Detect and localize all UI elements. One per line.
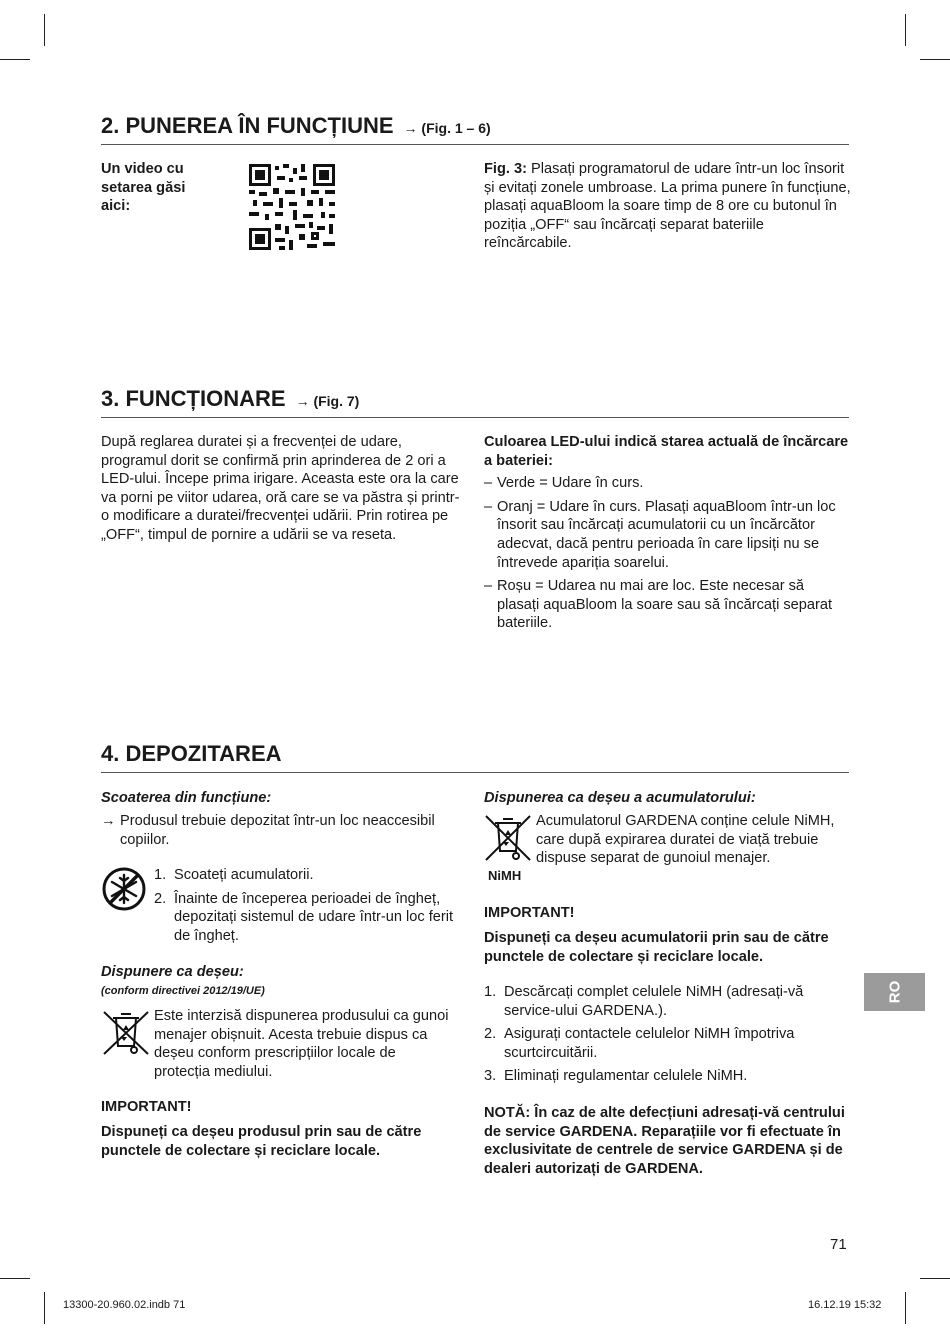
section-rule — [101, 144, 849, 145]
figure-reference: → (Fig. 7) — [295, 393, 360, 409]
crossed-bin-icon — [101, 1008, 151, 1058]
list-item: – Verde = Udare în curs. — [484, 474, 850, 493]
decommission-text: Produsul trebuie depozitat într-un loc neaccesibil copiilor. — [120, 813, 435, 848]
section-title: 2. PUNEREA ÎN FUNCȚIUNE — [101, 113, 394, 138]
fig-text: Plasați programatorul de udare într-un loc însorit și evitați zonele umbroase. La prima punere în funcțiune, plasați aquaBloom la soare timp de 8 ore cu butonul în poziția „OFF“ sau încărcați separat bateriile reîncărcabile. — [484, 161, 851, 252]
important-label: IMPORTANT! — [101, 1099, 192, 1115]
section-3-heading — [101, 386, 359, 412]
fig-label: Fig. 3: — [484, 161, 527, 177]
list-item: – Roșu = Udarea nu mai are loc. Este necesar să plasați aquaBloom la soare sau să încărcați separat bateriile. — [484, 577, 850, 633]
list-item — [484, 983, 834, 1020]
crop-mark — [905, 14, 906, 46]
step-number: 1. — [484, 984, 497, 1000]
qr-code[interactable] — [249, 164, 335, 250]
crop-mark — [44, 14, 45, 46]
page-number: 71 — [830, 1236, 847, 1253]
frost-warning-icon — [101, 866, 147, 912]
directive-reference: (conform directivei 2012/19/UE) — [101, 985, 265, 997]
important-text: Dispuneți ca deșeu acumulatorii prin sau de către punctele de colectare și reciclare locale. — [484, 930, 829, 965]
battery-text: Acumulatorul GARDENA conține celule NiMH, care după expirarea duratei de viață trebuie dispuse separat de gunoiul menajer. — [536, 813, 835, 867]
step-text: Scoateți acumulatorii. — [174, 867, 314, 883]
list-item — [484, 1025, 834, 1062]
crop-mark — [44, 1292, 45, 1324]
operation-text: După reglarea duratei și a frecvenței de udare, programul dorit se confirmă prin aprinderea de 2 ori a LED-ului. Începe prima irigare. Aceasta este ora la care va porni pe viitor udarea, oră care se va păstra și printr-o modificare a duratei/frecvenței udării. Prin rotirea pe „OFF“, timpul de pornire a udării se va reseta. — [101, 434, 460, 543]
led-heading: Culoarea LED-ului indică starea actuală de încărcare a bateriei: — [484, 434, 849, 469]
step-number: 3. — [484, 1068, 497, 1085]
decommission-heading: Scoaterea din funcțiune: — [101, 790, 272, 806]
section-4-heading: 4. DEPOZITAREA — [101, 741, 282, 766]
led-status-block — [484, 433, 850, 638]
disposal-text: Este interzisă dispunerea produsului ca gunoi menajer obișnuit. Acesta trebuie dispus ca deșeu conform prescripțiilor locale de protecția mediului. — [154, 1008, 449, 1080]
crop-mark — [905, 1292, 906, 1324]
section-2-heading — [101, 113, 491, 139]
crop-mark — [920, 1278, 950, 1279]
decommission-note — [101, 812, 467, 849]
list-item: – Oranj = Udare în curs. Plasați aquaBloom într-un loc însorit sau încărcați acumulatorii cu un încărcător adecvat, dacă pentru perioada în care lipsiți nu se întrevede apariția soarelui. — [484, 498, 850, 572]
storage-steps — [154, 866, 464, 950]
section-rule — [101, 772, 849, 773]
footer-timestamp: 16.12.19 15:32 — [808, 1299, 882, 1311]
crop-mark — [920, 59, 950, 60]
list-item — [154, 890, 464, 946]
figure-reference: → (Fig. 1 – 6) — [403, 120, 491, 136]
list-item — [154, 866, 464, 885]
crossed-bin-icon — [484, 813, 532, 863]
fig-3-description — [484, 160, 852, 253]
step-text: Înainte de începerea perioadei de îngheț, depozitați sistemul de udare într-un loc ferit de îngheț. — [174, 890, 454, 944]
video-label: Un video cu setarea găsi aici: — [101, 161, 186, 215]
step-text: Asigurați contactele celulelor NiMH împotriva scurtcircuitării. — [504, 1026, 795, 1061]
section-title: 3. FUNCȚIONARE — [101, 386, 286, 411]
important-label: IMPORTANT! — [484, 905, 575, 921]
crop-mark — [0, 59, 30, 60]
step-text: Eliminați regulamentar celulele NiMH. — [504, 1068, 748, 1085]
arrow-icon: → — [101, 813, 116, 829]
footer-file-info: 13300-20.960.02.indb 71 — [63, 1299, 186, 1311]
disposal-heading: Dispunere ca deșeu: — [101, 964, 244, 980]
important-text: Dispuneți ca deșeu produsul prin sau de către punctele de colectare și reciclare locale. — [101, 1124, 422, 1159]
step-number: 2. — [154, 890, 167, 907]
step-number: 1. — [154, 867, 167, 883]
list-item — [484, 1067, 834, 1086]
step-number: 2. — [484, 1026, 497, 1043]
step-text: Descărcați complet celulele NiMH (adresați-vă service-ului GARDENA.). — [504, 984, 804, 1019]
language-tab — [864, 973, 925, 1011]
service-note: NOTĂ: În caz de alte defecțiuni adresați-vă centrului de service GARDENA. Reparațiile vor fi efectuate în exclusivitate de centrele de service GARDENA și de dealeri autorizați de GARDENA. — [484, 1105, 845, 1177]
battery-steps — [484, 983, 834, 1091]
battery-disposal-heading: Dispunerea ca deșeu a acumulatorului: — [484, 790, 756, 806]
led-status-list — [484, 474, 850, 633]
crop-mark — [0, 1278, 30, 1279]
language-tab-label: RO — [886, 980, 903, 1004]
nimh-label: NiMH — [488, 868, 522, 883]
section-rule — [101, 417, 849, 418]
